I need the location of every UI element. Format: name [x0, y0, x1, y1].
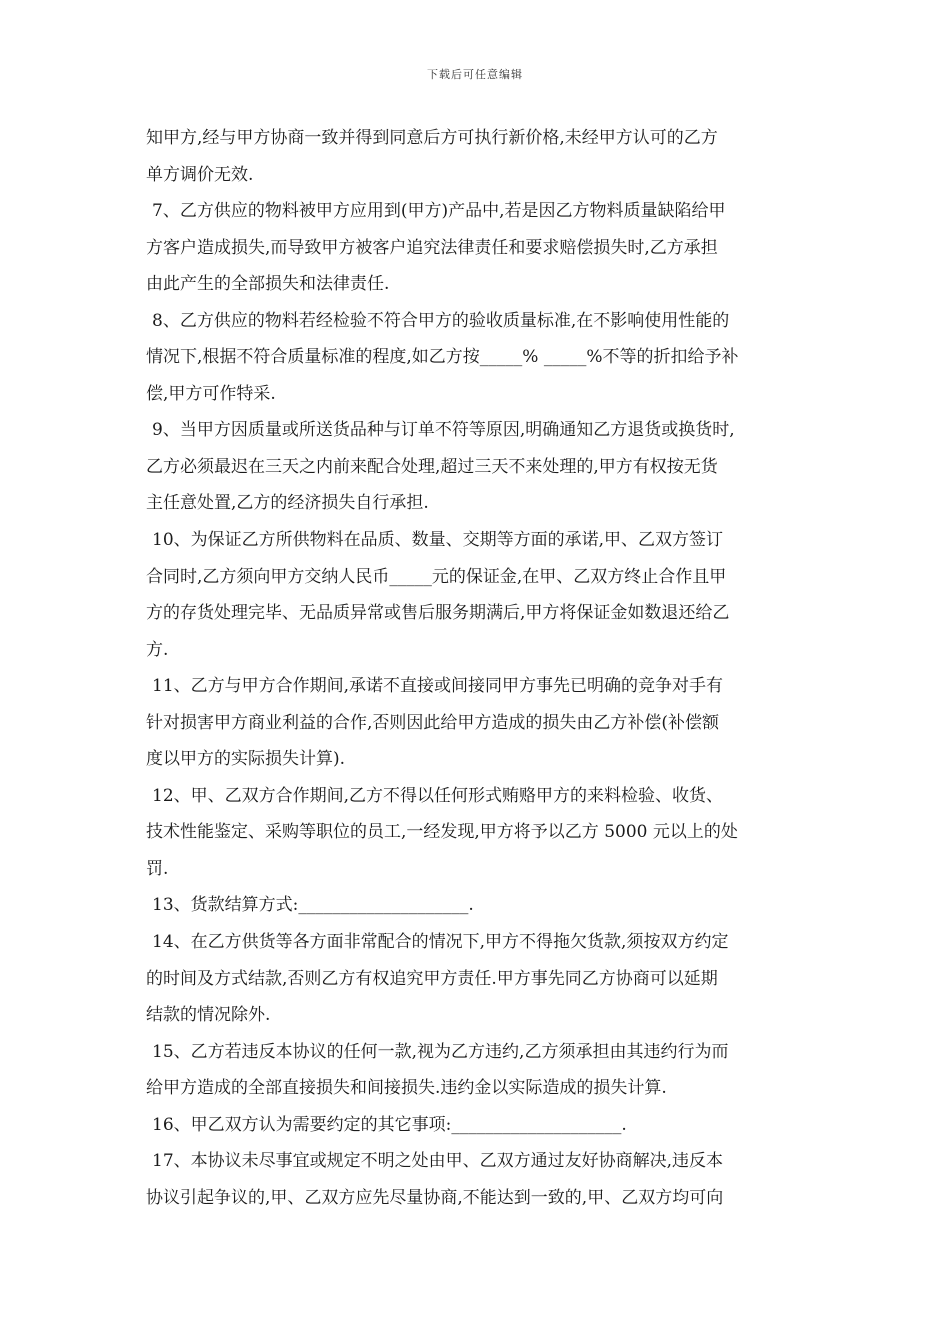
clause-9: 9、当甲方因质量或所送货品种与订单不符等原因,明确通知乙方退货或换货时,	[152, 420, 735, 441]
text-line: 偿,甲方可作特采.	[146, 383, 276, 404]
text-line: 乙方必须最迟在三天之内前来配合处理,超过三天不来处理的,甲方有权按无货	[146, 456, 718, 477]
page-header: 下载后可任意编辑	[427, 68, 523, 81]
text-line: 由此产生的全部损失和法律责任.	[146, 274, 390, 295]
document-body	[146, 120, 816, 1216]
text-line: 情况下,根据不符合质量标准的程度,如乙方按_____% _____%不等的折扣给予补	[146, 347, 739, 368]
text-line: 方.	[146, 639, 169, 660]
text-line: 技术性能鉴定、采购等职位的员工,一经发现,甲方将予以乙方 5000 元以上的处	[146, 822, 738, 843]
text-line: 罚.	[146, 858, 169, 879]
clause-7: 7、乙方供应的物料被甲方应用到(甲方)产品中,若是因乙方物料质量缺陷给甲	[152, 201, 726, 222]
text-line: 协议引起争议的,甲、乙双方应先尽量协商,不能达到一致的,甲、乙双方均可向	[146, 1187, 724, 1208]
text-line: 合同时,乙方须向甲方交纳人民币_____元的保证金,在甲、乙双方终止合作且甲	[146, 566, 727, 587]
text-line: 的时间及方式结款,否则乙方有权追究甲方责任.甲方事先同乙方协商可以延期	[146, 968, 718, 989]
text-line: 方的存货处理完毕、无品质异常或售后服务期满后,甲方将保证金如数退还给乙	[146, 603, 730, 624]
clause-12: 12、甲、乙双方合作期间,乙方不得以任何形式贿赂甲方的来料检验、收货、	[152, 785, 724, 806]
clause-17: 17、本协议未尽事宜或规定不明之处由甲、乙双方通过友好协商解决,违反本	[152, 1151, 724, 1172]
text-line: 主任意处置,乙方的经济损失自行承担.	[146, 493, 429, 514]
clause-14: 14、在乙方供货等各方面非常配合的情况下,甲方不得拖欠货款,须按双方约定	[152, 932, 729, 953]
text-line: 度以甲方的实际损失计算).	[146, 749, 346, 770]
clause-15: 15、乙方若违反本协议的任何一款,视为乙方违约,乙方须承担由其违约行为而	[152, 1041, 729, 1062]
text-line: 单方调价无效.	[146, 164, 254, 185]
clause-10: 10、为保证乙方所供物料在品质、数量、交期等方面的承诺,甲、乙双方签订	[152, 530, 724, 551]
clause-8: 8、乙方供应的物料若经检验不符合甲方的验收质量标准,在不影响使用性能的	[152, 310, 730, 331]
text-line: 给甲方造成的全部直接损失和间接损失.违约金以实际造成的损失计算.	[146, 1078, 667, 1099]
text-line: 方客户造成损失,而导致甲方被客户追究法律责任和要求赔偿损失时,乙方承担	[146, 237, 718, 258]
text-line: 结款的情况除外.	[146, 1005, 271, 1026]
text-line: 针对损害甲方商业利益的合作,否则因此给甲方造成的损失由乙方补偿(补偿额	[146, 712, 720, 733]
text-line: 知甲方,经与甲方协商一致并得到同意后方可执行新价格,未经甲方认可的乙方	[146, 128, 718, 148]
clause-13: 13、货款结算方式:____________________.	[152, 895, 474, 916]
clause-11: 11、乙方与甲方合作期间,承诺不直接或间接同甲方事先已明确的竞争对手有	[152, 676, 724, 697]
clause-16: 16、甲乙双方认为需要约定的其它事项:____________________.	[152, 1114, 627, 1135]
